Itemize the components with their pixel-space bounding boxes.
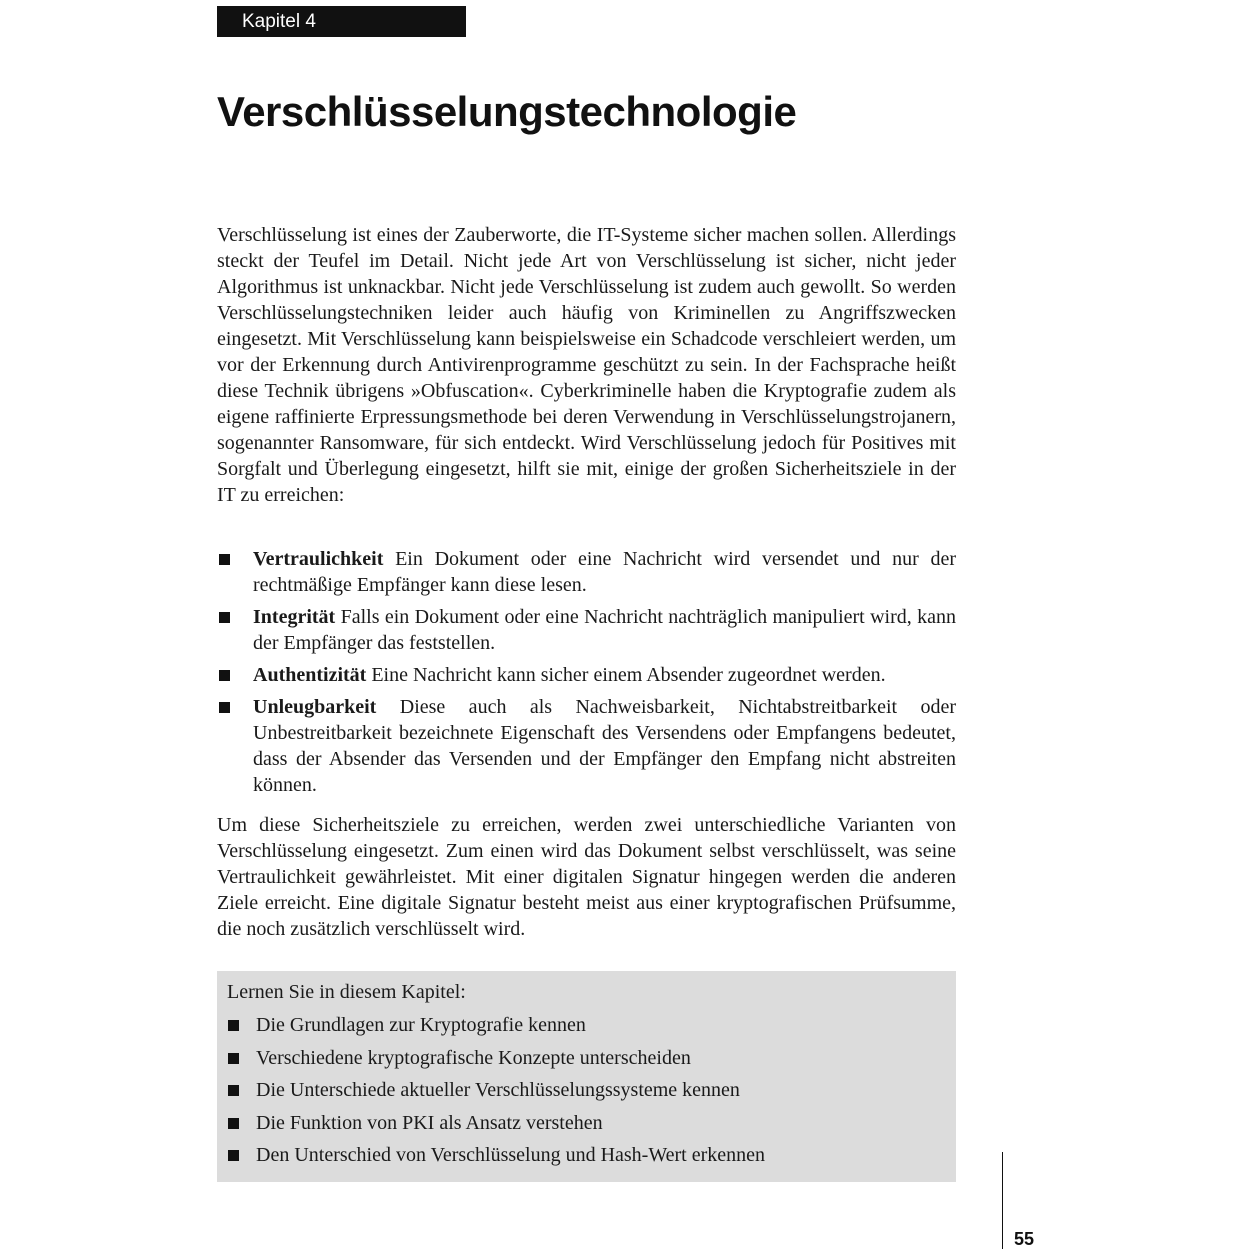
square-bullet-icon xyxy=(228,1053,239,1064)
list-item xyxy=(217,694,956,798)
list-item xyxy=(217,604,956,656)
list-item xyxy=(227,1142,946,1175)
goal-text: Falls ein Dokument oder eine Nachricht nachträglich manipuliert wird, kann der Empfänger das feststellen. xyxy=(253,606,957,654)
learning-goal-text: Die Funktion von PKI als Ansatz verstehen xyxy=(256,1111,603,1134)
list-item xyxy=(227,1077,946,1110)
square-bullet-icon xyxy=(228,1150,239,1161)
goal-term: Vertraulichkeit xyxy=(253,548,384,570)
learning-goal-text: Den Unterschied von Verschlüsselung und Hash-Wert erkennen xyxy=(256,1144,765,1166)
list-item xyxy=(217,546,956,598)
page-number: 55 xyxy=(1014,1229,1035,1249)
page-title: Verschlüsselungstechnologie xyxy=(217,88,797,135)
square-bullet-icon xyxy=(219,670,230,681)
goal-text: Eine Nachricht kann sicher einem Absender zugeordnet werden. xyxy=(371,664,886,686)
square-bullet-icon xyxy=(219,554,230,565)
chapter-label: Kapitel 4 xyxy=(217,6,466,37)
square-bullet-icon xyxy=(228,1118,239,1129)
security-goals-list xyxy=(217,546,956,804)
list-item xyxy=(227,1045,946,1078)
list-item xyxy=(227,1110,946,1143)
learning-goals-box xyxy=(217,971,956,1182)
goal-term: Unleugbarkeit xyxy=(253,696,377,718)
page-number-rule xyxy=(1002,1152,1003,1249)
square-bullet-icon xyxy=(219,702,230,713)
learning-goals-heading: Lernen Sie in diesem Kapitel: xyxy=(227,981,466,1003)
list-item xyxy=(227,1012,946,1045)
goal-term: Authentizität xyxy=(253,664,367,686)
intro-text: Verschlüsselung ist eines der Zauberworte, die IT-Systeme sicher machen sollen. Allerdings steckt der Teufel im Detail. Nicht jede Art von Verschlüsselung ist sicher, nicht jeder Algorithmus ist unknackbar. Nicht jede Verschlüsselung ist zudem auch gewollt. So werden Verschlüsselungstechniken leider auch häufig von Kriminellen zu Angriffszwecken eingesetzt. Mit Verschlüsselung kann beispielsweise ein Schadcode verschleiert werden, um vor der Erkennung durch Antivirenprogramme geschützt zu sein. In der Fachsprache heißt diese Technik übrigens »Obfuscation«. Cyberkriminelle haben die Kryptografie zudem als eigene raffinierte Erpressungsmethode bei deren Verwendung in Verschlüsselungstrojanern, sogenannter Ransomware, für sich entdeckt. Wird Verschlüsselung jedoch für Positives mit Sorgfalt und Überlegung eingesetzt, hilft sie mit, einige der großen Sicherheitsziele in der IT zu erreichen: xyxy=(217,224,956,506)
goal-text: Ein Dokument oder eine Nachricht wird versendet und nur der rechtmäßige Empfänger kann diese lesen. xyxy=(253,548,957,596)
list-item xyxy=(217,662,956,688)
outro-text: Um diese Sicherheitsziele zu erreichen, werden zwei unterschiedliche Varianten von Verschlüsselung eingesetzt. Zum einen wird das Dokument selbst verschlüsselt, was seine Vertraulichkeit gewährleistet. Mit einer digitalen Signatur hingegen werden die anderen Ziele erreicht. Eine digitale Signatur besteht meist aus einer kryptografischen Prüfsumme, die noch zusätzlich verschlüsselt wird. xyxy=(217,814,956,940)
learning-goal-text: Verschiedene kryptografische Konzepte unterscheiden xyxy=(256,1046,691,1069)
intro-paragraph xyxy=(217,222,956,508)
square-bullet-icon xyxy=(228,1020,239,1031)
square-bullet-icon xyxy=(228,1085,239,1096)
learning-goal-text: Die Unterschiede aktueller Verschlüsselungssysteme kennen xyxy=(256,1079,740,1101)
square-bullet-icon xyxy=(219,612,230,623)
learning-goal-text: Die Grundlagen zur Kryptografie kennen xyxy=(256,1014,586,1036)
learning-goals-list xyxy=(227,1012,946,1175)
goal-text: Diese auch als Nachweisbarkeit, Nichtabstreitbarkeit oder Unbestreitbarkeit bezeichnete Eigenschaft des Versendens oder Empfangens bedeutet, dass der Absender das Versenden und der Empfänger den Empfang nicht abstreiten können. xyxy=(253,696,956,796)
goal-term: Integrität xyxy=(253,606,336,628)
outro-paragraph xyxy=(217,812,956,942)
